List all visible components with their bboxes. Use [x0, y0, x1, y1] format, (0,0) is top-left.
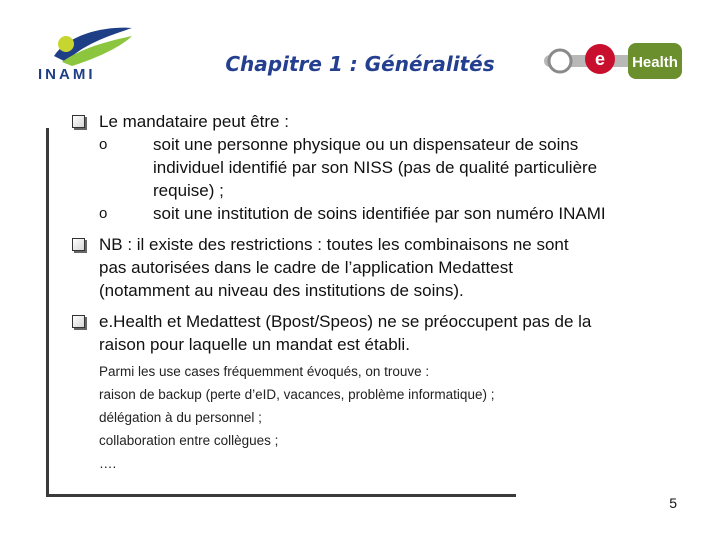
- text-line: pas autorisées dans le cadre de l’application Medattest: [99, 258, 513, 277]
- sub-bullet: [99, 133, 687, 202]
- text-line: NB : il existe des restrictions : toutes les combinaisons ne sont: [99, 235, 569, 254]
- page-number: 5: [669, 495, 677, 511]
- text-line: raison pour laquelle un mandat est établi.: [99, 335, 410, 354]
- bullet-text: Le mandataire peut être :: [99, 112, 289, 131]
- inami-logo-dot: [58, 36, 74, 52]
- ehealth-letter: e: [594, 49, 606, 69]
- checkbox-bullet-icon: [72, 238, 85, 251]
- text-line: (notamment au niveau des institutions de soins).: [99, 281, 464, 300]
- text-line: requise) ;: [153, 181, 224, 200]
- use-case-line: Parmi les use cases fréquemment évoqués, on trouve :: [99, 364, 430, 379]
- use-case-line: collaboration entre collègues ;: [99, 433, 279, 448]
- slide-title: Chapitre 1 : Généralités: [225, 52, 495, 76]
- use-case-line: délégation à du personnel ;: [99, 410, 262, 425]
- use-cases-list: [72, 360, 687, 475]
- circle-bullet-icon: o: [99, 136, 108, 153]
- bottom-rule: [46, 494, 516, 497]
- text-line: soit une personne physique ou un dispensateur de soins: [153, 135, 579, 154]
- inami-logo-text: INAMI: [38, 66, 96, 83]
- text-line: individuel identifié par son NISS (pas de qualité particulière: [153, 158, 598, 177]
- bullet-nb: [72, 233, 687, 302]
- sub-bullet-text: [126, 133, 687, 202]
- checkbox-bullet-icon: [72, 115, 85, 128]
- ehealth-logo: [544, 40, 684, 82]
- text-line: soit une institution de soins identifiée par son numéro INAMI: [153, 204, 606, 223]
- ehealth-text: Health: [632, 54, 678, 71]
- sub-bullet-text: [126, 202, 687, 225]
- bullet-ehealth: [72, 310, 687, 356]
- bullet-mandataire: [72, 110, 687, 225]
- left-rule: [46, 128, 49, 495]
- checkbox-bullet-icon: [72, 315, 85, 328]
- slide-content: [72, 110, 687, 475]
- ehealth-grey-circle: [549, 50, 571, 72]
- text-line: e.Health et Medattest (Bpost/Speos) ne se préoccupent pas de la: [99, 312, 592, 331]
- circle-bullet-icon: o: [99, 205, 108, 222]
- sub-bullet: [99, 202, 687, 225]
- use-case-line: raison de backup (perte d’eID, vacances, problème informatique) ;: [99, 387, 495, 402]
- use-case-line: ….: [99, 456, 117, 471]
